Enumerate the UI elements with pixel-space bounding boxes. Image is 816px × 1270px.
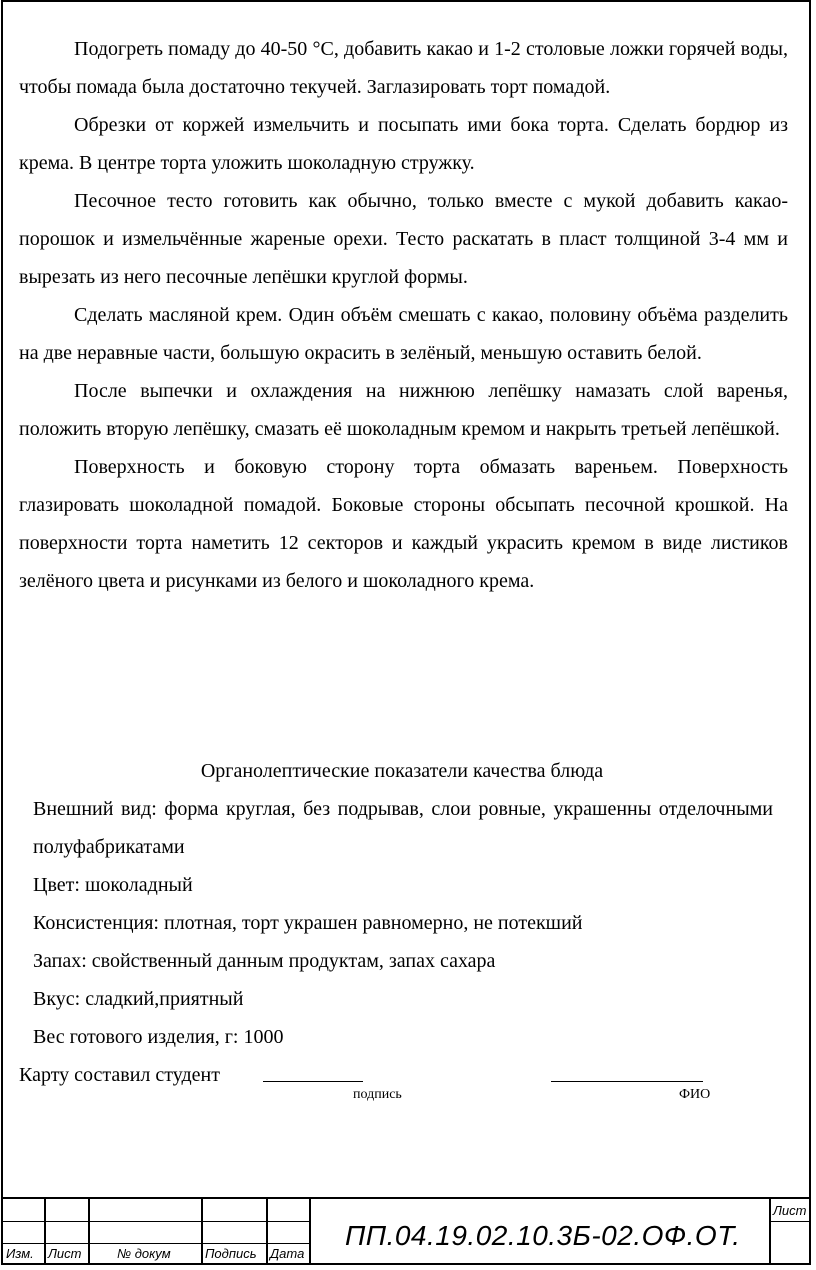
stamp-label-doc-number: № докум	[117, 1246, 171, 1261]
quality-item: Вес готового изделия, г: 1000	[33, 1026, 284, 1048]
stamp-row-line	[1, 1243, 309, 1244]
signature-blank	[263, 1081, 363, 1082]
quality-item: Внешний вид: форма круглая, без подрывав, слои ровные, украшенны отделочными полуфабрикатами	[33, 798, 773, 858]
compiled-by-label: Карту составил студент	[19, 1064, 220, 1086]
sheet-label: Лист	[773, 1203, 807, 1218]
quality-item: Цвет: шоколадный	[33, 874, 193, 896]
stamp-label-sheet: Лист	[48, 1246, 82, 1261]
name-caption: ФИО	[679, 1087, 711, 1102]
paragraph: Песочное тесто готовить как обычно, только вместе с мукой добавить какао-порошок и измельчённые жареные орехи. Тесто раскатать в пласт толщиной 3-4 мм и вырезать из него песочные лепёшки круглой формы.	[19, 190, 788, 288]
stamp-label-signature: Подпись	[205, 1246, 257, 1261]
quality-title: Органолептические показатели качества блюда	[200, 760, 604, 782]
stamp-label-date: Дата	[270, 1246, 305, 1261]
stamp-row-line	[1, 1221, 309, 1222]
stamp-label-change: Изм.	[6, 1246, 34, 1261]
paragraph: Сделать масляной крем. Один объём смешать с какао, половину объёма разделить на две неравные части, большую окрасить в зелёный, меньшую оставить белой.	[19, 304, 788, 364]
quality-item: Консистенция: плотная, торт украшен равномерно, не потекший	[33, 912, 583, 934]
paragraph: Поверхность и боковую сторону торта обмазать вареньем. Поверхность глазировать шоколадной помадой. Боковые стороны обсыпать песочной крошкой. На поверхности торта наметить 12 секторов и каждый украсить кремом в виде листиков зелёного цвета и рисунками из белого и шоколадного крема.	[19, 456, 788, 592]
quality-item: Вкус: сладкий,приятный	[33, 988, 244, 1010]
signature-caption: подпись	[353, 1087, 402, 1102]
stamp-col-line	[201, 1199, 203, 1265]
stamp-col-line	[266, 1199, 268, 1265]
name-blank	[551, 1081, 703, 1082]
document-code: ПП.04.19.02.10.3Б-02.ОФ.ОТ.	[345, 1220, 741, 1251]
stamp-col-line	[44, 1199, 46, 1265]
recipe-text	[19, 30, 788, 600]
stamp-col-line	[309, 1199, 311, 1265]
stamp-row-line	[769, 1221, 809, 1222]
stamp-col-line	[769, 1199, 771, 1265]
quality-item: Запах: свойственный данным продуктам, запах сахара	[33, 950, 496, 972]
paragraph: После выпечки и охлаждения на нижнюю лепёшку намазать слой варенья, положить вторую лепёшку, смазать её шоколадным кремом и накрыть третьей лепёшкой.	[19, 380, 788, 440]
paragraph: Подогреть помаду до 40-50 °С, добавить какао и 1-2 столовые ложки горячей воды, чтобы помада была достаточно текучей. Заглазировать торт помадой.	[19, 38, 788, 98]
quality-list	[33, 790, 773, 1056]
stamp-col-line	[88, 1199, 90, 1265]
paragraph: Обрезки от коржей измельчить и посыпать ими бока торта. Сделать бордюр из крема. В центре торта уложить шоколадную стружку.	[19, 114, 788, 174]
